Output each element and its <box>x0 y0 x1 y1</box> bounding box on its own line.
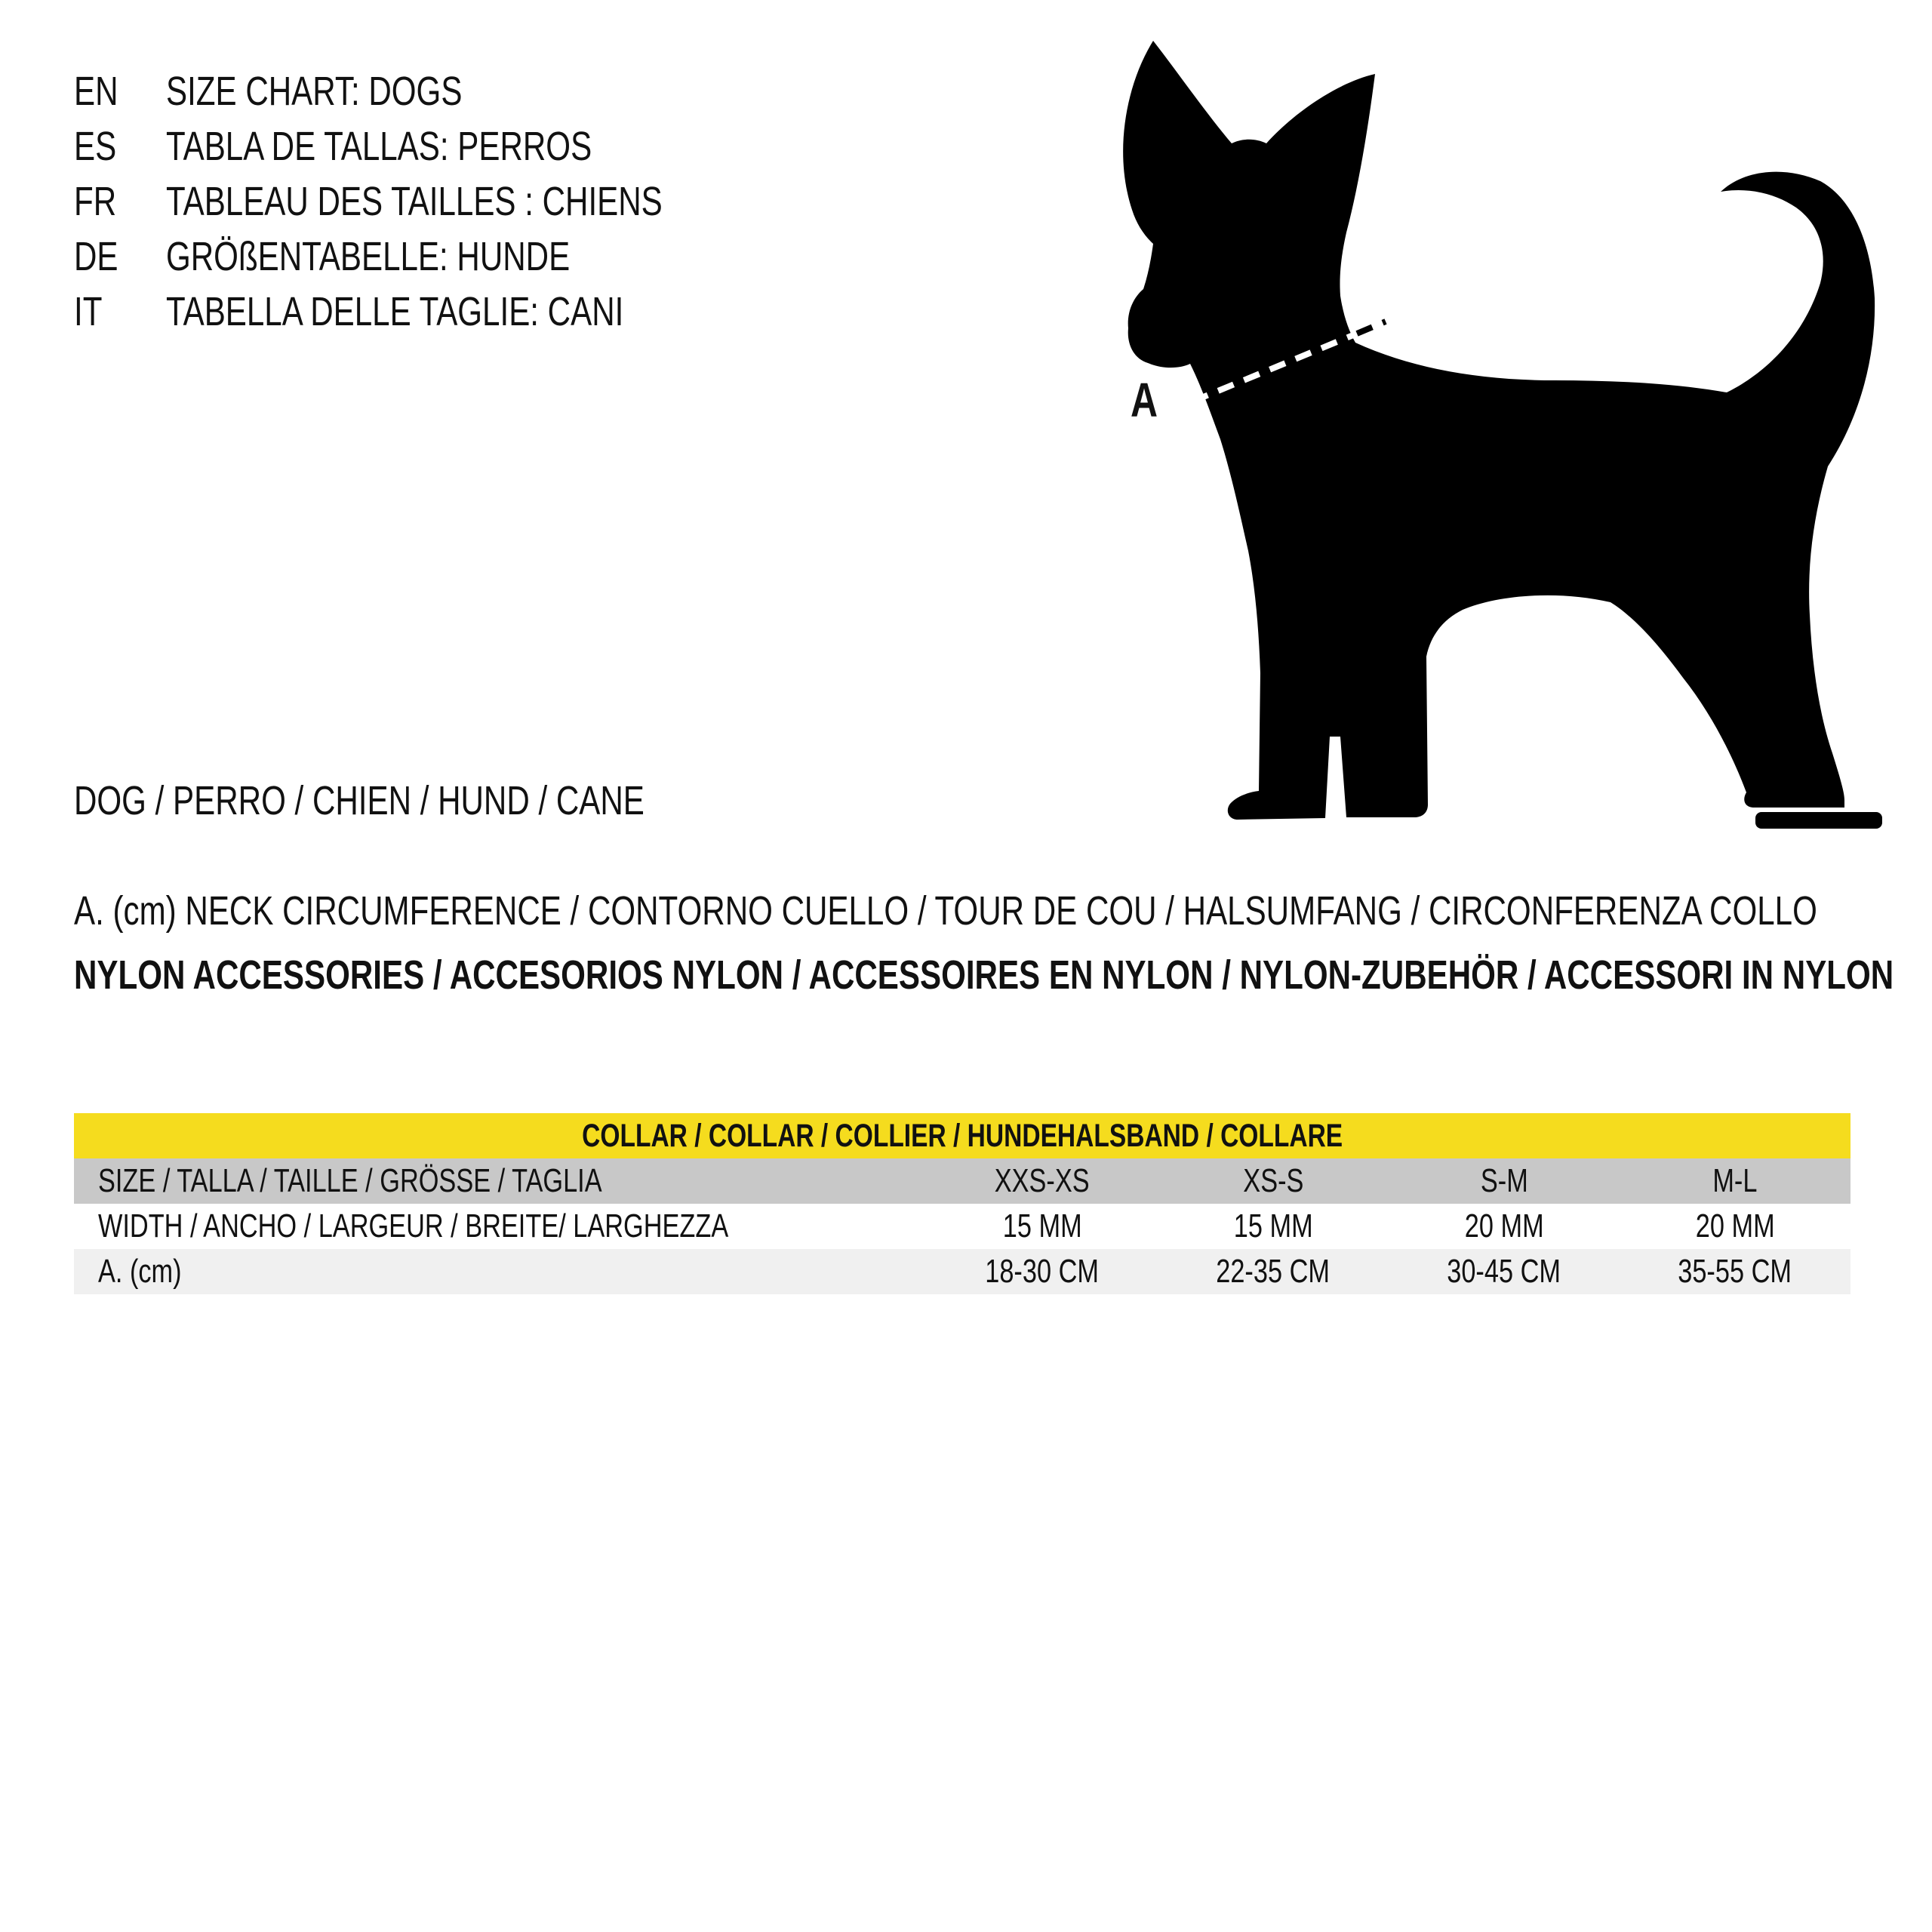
neck-cell: 35-55 CM <box>1678 1253 1792 1290</box>
dog-body-shape <box>1123 41 1875 820</box>
size-cell: XXS-XS <box>994 1162 1090 1199</box>
lang-code: DE <box>74 233 118 279</box>
neck-cell: 30-45 CM <box>1447 1253 1561 1290</box>
table-header-band <box>74 1113 1850 1158</box>
size-cell: S-M <box>1480 1162 1528 1199</box>
collar-size-table <box>74 1113 1850 1294</box>
title-text: TABELLA DELLE TAGLIE: CANI <box>166 288 624 334</box>
title-text: SIZE CHART: DOGS <box>166 68 463 114</box>
row-label: WIDTH / ANCHO / LARGEUR / BREITE/ LARGHEZZA <box>98 1208 729 1244</box>
title-text: TABLA DE TALLAS: PERROS <box>166 123 592 169</box>
table-row-neck <box>74 1249 1850 1294</box>
material-note-line: NYLON ACCESSORIES / ACCESORIOS NYLON / ACCESSOIRES EN NYLON / NYLON-ZUBEHÖR / ACCESSORI IN NYLON <box>74 952 1894 998</box>
title-row-de <box>74 229 802 284</box>
title-row-fr <box>74 174 802 229</box>
table-header-text: COLLAR / COLLAR / COLLIER / HUNDEHALSBAND / COLLARE <box>581 1117 1343 1154</box>
neck-cell: 18-30 CM <box>985 1253 1100 1290</box>
lang-code: FR <box>74 178 117 224</box>
row-label: SIZE / TALLA / TAILLE / GRÖSSE / TAGLIA <box>98 1162 602 1199</box>
lang-code: IT <box>74 288 103 334</box>
title-text: GRÖßENTABELLE: HUNDE <box>166 233 571 279</box>
width-cell: 20 MM <box>1695 1208 1775 1244</box>
dog-figure <box>1087 30 1920 838</box>
width-cell: 15 MM <box>1233 1208 1313 1244</box>
rear-foot-base <box>1755 812 1882 829</box>
width-cell: 20 MM <box>1464 1208 1544 1244</box>
width-cell: 15 MM <box>1002 1208 1082 1244</box>
figure-caption: DOG / PERRO / CHIEN / HUND / CANE <box>74 778 645 823</box>
title-row-en <box>74 63 802 118</box>
row-label: A. (cm) <box>98 1253 182 1290</box>
table-row-size <box>74 1158 1850 1204</box>
measurement-note-line: A. (cm) NECK CIRCUMFERENCE / CONTORNO CUELLO / TOUR DE COU / HALSUMFANG / CIRCONFERENZA COLLO <box>74 888 1817 934</box>
lang-code: EN <box>74 68 118 114</box>
neck-measure-dash-end <box>1357 321 1386 334</box>
measure-label-a: A <box>1131 374 1158 428</box>
size-cell: XS-S <box>1242 1162 1303 1199</box>
title-text: TABLEAU DES TAILLES : CHIENS <box>166 178 663 224</box>
size-cell: M-L <box>1712 1162 1758 1199</box>
title-row-es <box>74 118 802 174</box>
title-row-it <box>74 284 802 339</box>
dog-silhouette <box>1087 30 1920 838</box>
table-row-width <box>74 1204 1850 1249</box>
language-title-block <box>74 63 802 339</box>
lang-code: ES <box>74 123 117 169</box>
neck-cell: 22-35 CM <box>1216 1253 1331 1290</box>
